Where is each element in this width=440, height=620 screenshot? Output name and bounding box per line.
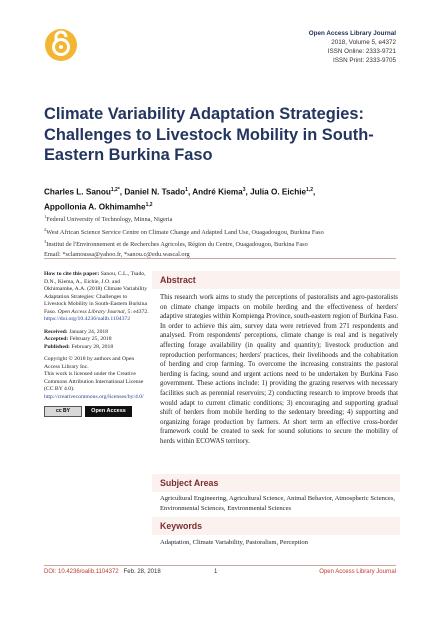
article-info-column xyxy=(44,271,149,417)
author-affil-sup: 1 xyxy=(185,187,188,193)
author-affil-sup: 1,2 xyxy=(145,201,153,208)
open-access-badge[interactable]: Open Access xyxy=(85,406,132,417)
abstract-heading: Abstract xyxy=(160,275,196,285)
author-affil-sup: 3 xyxy=(242,187,246,193)
journal-info xyxy=(309,29,396,65)
journal-name: Open Access Library Journal xyxy=(308,30,396,37)
cc-by-badge[interactable]: cc BY xyxy=(44,406,82,417)
affiliation-item: $^1$Federal University of Technology, Minna, Nigeria xyxy=(44,214,173,224)
subject-areas-heading: Subject Areas xyxy=(160,478,219,488)
footer-journal: Open Access Library Journal xyxy=(319,569,396,575)
footer-divider xyxy=(44,565,396,566)
abstract-text: This research work aims to study the perceptions of pastoralists and agro-pastoralists on climate change impacts on mobile herding and the effectiveness of herders' adaptive strategies within Kompienga Province, south-eastern region of Burkina Faso. In order to achieve this aim, survey data were retrieved from 271 respondents and analysed. From respondents' perceptions, climate change is real and is negatively affecting forage availability (in quality and quantity); livestock production and reproduction performances; herders' practices, their livelihoods and the cohabitation of herding and crop farming. To overcome the increasing constraints the pastoral herding is facing, sound and urgent actions need to be undertaken by Burkina Faso government. These actions include: 1) providing the grazing reserves with necessary facilities such as perennial reservoirs; 2) conducting research to improve breeds that would adapt to current climatic conditions; 3) encouraging and supporting gradual shift of herders from mobile herding to the sedentary breeding; 4) supporting and organizing forage production by farmers. At short term an effective cross-border framework could be created to seek for sound solutions to secure the mobility of herds within ECOWAS territory. xyxy=(160,294,398,445)
journal-volume: 2018, Volume 5, e4372 xyxy=(331,39,396,46)
dates-block: Received: January 24, 2018 Accepted: February 25, 2018 Published: February 28, 2018 xyxy=(44,328,114,350)
doi-link[interactable]: https://doi.org/10.4236/oalib.1104372 xyxy=(44,316,131,322)
license-badges xyxy=(44,406,149,417)
author-affil-sup: 1,2 xyxy=(306,187,313,193)
author-affil-sup: 1,2* xyxy=(110,187,120,193)
author-name: Julia O. Eichie xyxy=(250,187,307,197)
keywords-text: Adaptation, Climate Variability, Pastoralism, Perception xyxy=(160,539,308,546)
cite-block: How to cite this paper: Sanou, C.L., Tsado, D.N., Kiema, A., Eichie, J.O. and Okhimamhe, A.A. (2018) Climate Variability Adaptation Strategies: Challenges to Livestock Mobility in South-Eastern Burkina Faso. Open Access Library Journal, 5: e4372. https://doi.org/10.4236/oalib.1104372 xyxy=(44,271,149,322)
subject-areas-text: Agricultural Engineering, Agricultural Science, Animal Behavior, Atmospheric Sciences, Environmental Sciences, Environmental Sciences xyxy=(160,495,396,512)
footer-page-number: 1 xyxy=(214,569,218,575)
footer-doi-date: DOI: 10.4236/oalib.1104372 Feb. 28, 2018 xyxy=(44,569,161,575)
open-access-logo-icon xyxy=(44,28,78,62)
keywords-heading: Keywords xyxy=(160,521,203,531)
author-name: Charles L. Sanou xyxy=(44,187,111,197)
copyright-block: Copyright © 2018 by authors and Open Access Library Inc. This work is licensed under the Creative Commons Attribution International License (CC BY 4.0). http://creativecommons.org/licenses/by/4.0/ xyxy=(44,356,144,400)
license-link[interactable]: http://creativecommons.org/licenses/by/4.0/ xyxy=(44,393,144,400)
author-list: Charles L. Sanou$^{1,2*}$, Daniel N. Tsado$^1$, André Kiema$^3$, Julia O. Eichie$^{1,2}$, Appollonia A. Okhimamhe$^{1,2}$ xyxy=(44,187,316,212)
affiliation-item: $^2$West African Science Service Centre on Climate Change and Adapted Land Use, Ouagadougou, Burkina Faso xyxy=(44,226,324,236)
issn-print: ISSN Print: 2333-9705 xyxy=(332,57,396,64)
author-name: Daniel N. Tsado xyxy=(124,187,186,197)
paper-title: Climate Variability Adaptation Strategies: Challenges to Livestock Mobility in South-Eastern Burkina Faso xyxy=(44,105,374,164)
author-email: Email: *sclamoussa@yahoo.fr, *sanou.c@edu.wascal.org xyxy=(44,250,190,258)
issn-online: ISSN Online: 2333-9721 xyxy=(327,48,396,55)
header-divider xyxy=(44,258,396,259)
author-name: André Kiema xyxy=(192,187,243,197)
affiliations xyxy=(44,212,404,259)
author-name: Appollonia A. Okhimamhe xyxy=(44,202,146,212)
affiliation-item: $^3$Institut de l'Environnement et de Recherches Agricoles, Région du Centre, Ouagadougou, Burkina Faso xyxy=(44,239,308,249)
